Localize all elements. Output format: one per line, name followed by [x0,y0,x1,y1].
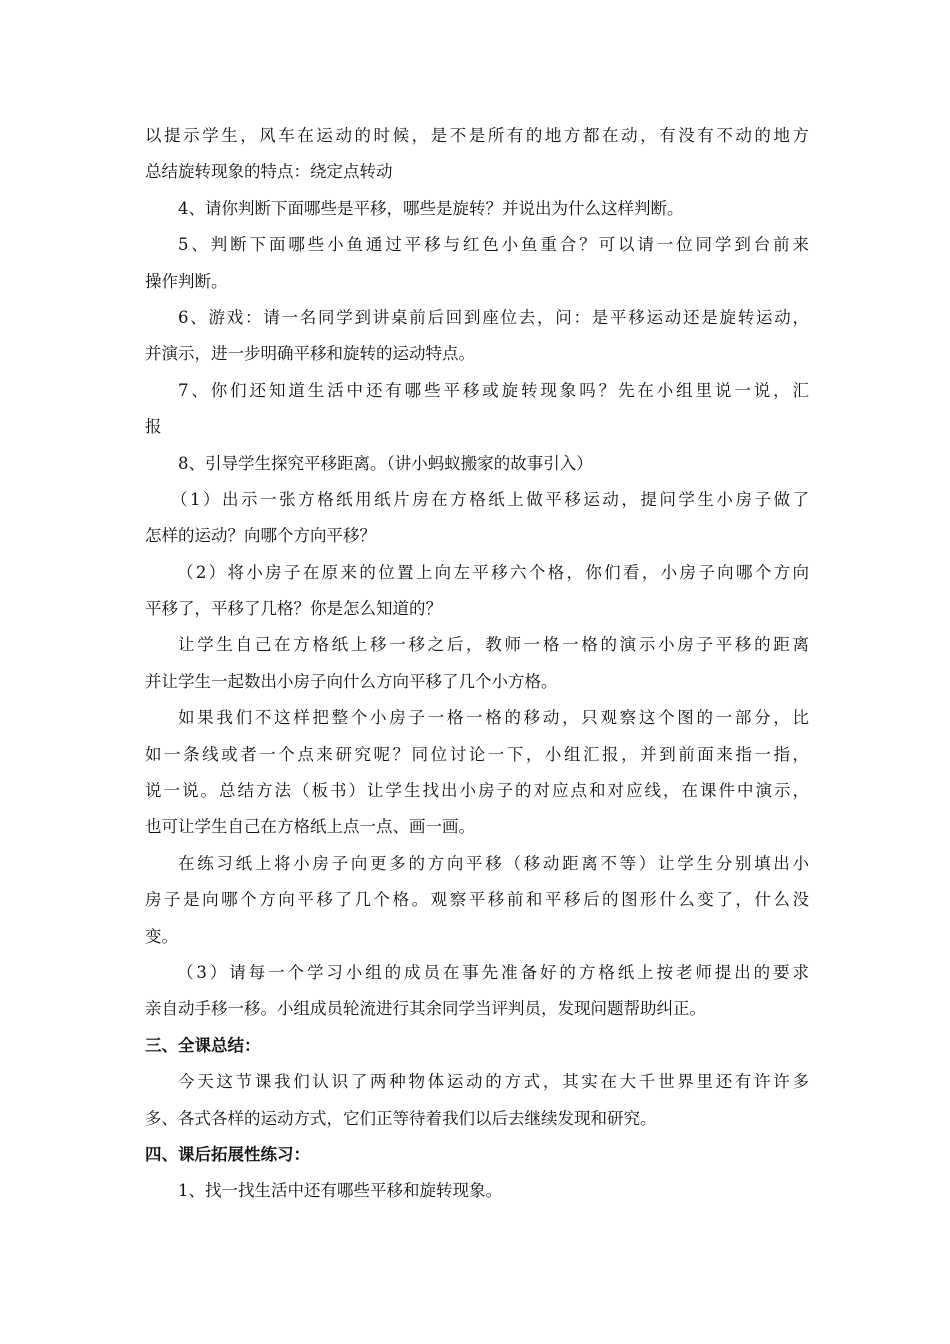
paragraph-line: 如一条线或者一个点来研究呢？同位讨论一下，小组汇报，并到前面来指一指， [145,744,809,764]
paragraph-line: （3）请每一个学习小组的成员在事先准备好的方格纸上按老师提出的要求 [177,962,809,982]
paragraph-line: 7、你们还知道生活中还有哪些平移或旋转现象吗？先在小组里说一说，汇 [178,380,809,400]
paragraph-line: 变。 [145,926,178,946]
paragraph-line: 让学生自己在方格纸上移一移之后，教师一格一格的演示小房子平移的距离 [178,635,809,655]
paragraph-line: （2）将小房子在原来的位置上向左平移六个格，你们看，小房子向哪个方向 [177,562,809,582]
paragraph-line: 房子是向哪个方向平移了几个格。观察平移前和平移后的图形什么变了，什么没 [145,890,809,910]
paragraph-line: 操作判断。 [145,271,228,291]
paragraph-line: 6、游戏：请一名同学到讲桌前后回到座位去，问：是平移运动还是旋转运动， [178,307,809,327]
paragraph-line: 5、判断下面哪些小鱼通过平移与红色小鱼重合？可以请一位同学到台前来 [178,235,809,255]
paragraph-line: 今天这节课我们认识了两种物体运动的方式，其实在大千世界里还有许许多 [178,1072,809,1092]
paragraph-line: 4、请你判断下面哪些是平移，哪些是旋转？并说出为什么这样判断。 [178,198,684,218]
section-heading: 三、全课总结： [145,1035,261,1055]
paragraph-line: 8、引导学生探究平移距离。（讲小蚂蚁搬家的故事引入） [178,453,593,473]
paragraph-line: 并让学生一起数出小房子向什么方向平移了几个小方格。 [145,671,558,691]
paragraph-line: 总结旋转现象的特点：绕定点转动 [145,162,393,182]
section-heading: 四、课后拓展性练习： [145,1144,310,1164]
paragraph-line: 多、各式各样的运动方式，它们正等待着我们以后去继续发现和研究。 [145,1108,657,1128]
paragraph-line: 在练习纸上将小房子向更多的方向平移（移动距离不等）让学生分别填出小 [178,853,809,873]
paragraph-line: 亲自动手移一移。小组成员轮流进行其余同学当评判员，发现问题帮助纠正。 [145,999,706,1019]
paragraph-line: 怎样的运动？向哪个方向平移？ [145,526,376,546]
document-body [145,118,809,1210]
paragraph-line: 报 [145,417,162,437]
paragraph-line: 如果我们不这样把整个小房子一格一格的移动，只观察这个图的一部分，比 [178,708,809,728]
paragraph-line: 以提示学生，风车在运动的时候，是不是所有的地方都在动，有没有不动的地方 [145,126,809,145]
paragraph-line: 平移了，平移了几格？你是怎么知道的？ [145,599,442,619]
paragraph-line: （1）出示一张方格纸用纸片房在方格纸上做平移运动，提问学生小房子做了 [171,489,809,509]
paragraph-line: 并演示，进一步明确平移和旋转的运动特点。 [145,344,475,364]
paragraph-line: 说一说。总结方法（板书）让学生找出小房子的对应点和对应线，在课件中演示， [145,781,809,801]
list-item: 1、找一找生活中还有哪些平移和旋转现象。 [178,1181,502,1201]
paragraph-line: 也可让学生自己在方格纸上点一点、画一画。 [145,817,475,837]
